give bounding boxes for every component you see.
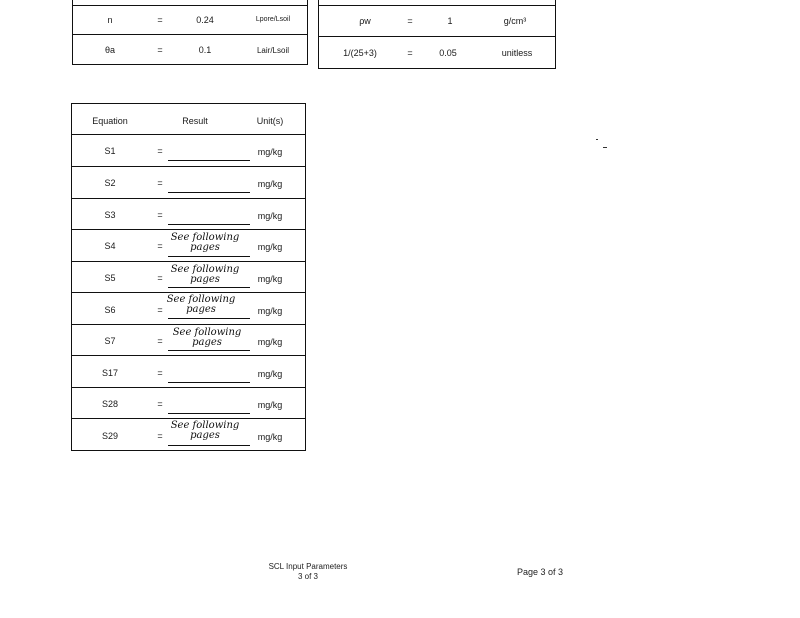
symbol-rho-w: ρw bbox=[359, 16, 371, 26]
row-divider bbox=[71, 324, 306, 325]
equals-sign: = bbox=[157, 15, 163, 25]
unit-rho-w: g/cm³ bbox=[503, 16, 527, 26]
value-n: 0.24 bbox=[196, 15, 214, 25]
equation-s28: S28 bbox=[101, 399, 118, 409]
unit-theta-a: Lair/Lsoil bbox=[256, 46, 289, 55]
table-border bbox=[305, 103, 306, 451]
unit-s6: mg/kg bbox=[257, 306, 283, 316]
footer-subtitle: 3 of 3 bbox=[297, 572, 318, 581]
handwritten-note: See following pages bbox=[166, 294, 236, 315]
unit-s4: mg/kg bbox=[257, 242, 283, 252]
row-divider bbox=[318, 5, 556, 6]
handwritten-note: See following pages bbox=[170, 420, 240, 441]
equation-s5: S5 bbox=[104, 273, 116, 283]
value-rho-w: 1 bbox=[447, 16, 453, 26]
header-equation: Equation bbox=[92, 116, 128, 126]
row-divider bbox=[318, 36, 556, 37]
equals-sign: = bbox=[157, 241, 163, 251]
table-border bbox=[71, 103, 72, 451]
table-border bbox=[555, 0, 556, 68]
symbol-n: n bbox=[107, 15, 113, 25]
equals-sign: = bbox=[157, 368, 163, 378]
unit-s29: mg/kg bbox=[257, 432, 283, 442]
equation-s1: S1 bbox=[104, 146, 116, 156]
equation-s7: S7 bbox=[104, 336, 116, 346]
result-underline bbox=[168, 192, 250, 193]
row-divider bbox=[71, 292, 306, 293]
result-underline bbox=[168, 287, 250, 288]
row-divider bbox=[72, 34, 308, 35]
result-underline bbox=[168, 256, 250, 257]
table-border bbox=[318, 0, 319, 68]
handwritten-note: See following pages bbox=[170, 232, 240, 253]
symbol-fraction: 1/(25+3) bbox=[343, 48, 377, 58]
row-divider bbox=[72, 64, 308, 65]
header-units: Unit(s) bbox=[256, 116, 284, 126]
result-underline bbox=[168, 318, 250, 319]
result-underline bbox=[168, 413, 250, 414]
equals-sign: = bbox=[157, 45, 163, 55]
result-underline bbox=[168, 224, 250, 225]
stray-mark bbox=[603, 147, 607, 148]
equation-s2: S2 bbox=[104, 178, 116, 188]
unit-s28: mg/kg bbox=[257, 400, 283, 410]
table-border bbox=[307, 0, 308, 65]
unit-s7: mg/kg bbox=[257, 337, 283, 347]
equals-sign: = bbox=[407, 48, 413, 58]
handwritten-note: See following pages bbox=[170, 264, 240, 285]
unit-n: Lpore/Lsoil bbox=[255, 16, 291, 23]
equals-sign: = bbox=[157, 336, 163, 346]
row-divider bbox=[71, 450, 306, 451]
row-divider bbox=[71, 166, 306, 167]
result-underline bbox=[168, 382, 250, 383]
equals-sign: = bbox=[407, 16, 413, 26]
row-divider bbox=[71, 261, 306, 262]
result-underline bbox=[168, 350, 250, 351]
equals-sign: = bbox=[157, 178, 163, 188]
header-bottom-border bbox=[71, 134, 306, 135]
equals-sign: = bbox=[157, 305, 163, 315]
handwritten-note: See following pages bbox=[172, 327, 242, 348]
equals-sign: = bbox=[157, 273, 163, 283]
value-theta-a: 0.1 bbox=[198, 45, 212, 55]
equals-sign: = bbox=[157, 210, 163, 220]
unit-s2: mg/kg bbox=[257, 179, 283, 189]
result-underline bbox=[168, 445, 250, 446]
page-number: Page 3 of 3 bbox=[516, 567, 564, 577]
table-border bbox=[72, 0, 73, 65]
unit-s5: mg/kg bbox=[257, 274, 283, 284]
unit-s1: mg/kg bbox=[257, 147, 283, 157]
row-divider bbox=[71, 387, 306, 388]
row-divider bbox=[71, 418, 306, 419]
row-divider bbox=[71, 198, 306, 199]
row-divider bbox=[71, 229, 306, 230]
unit-s3: mg/kg bbox=[257, 211, 283, 221]
equation-s6: S6 bbox=[104, 305, 116, 315]
equals-sign: = bbox=[157, 146, 163, 156]
header-result: Result bbox=[182, 116, 208, 126]
header-top-border bbox=[71, 103, 306, 104]
equals-sign: = bbox=[157, 399, 163, 409]
equals-sign: = bbox=[157, 431, 163, 441]
row-divider bbox=[71, 355, 306, 356]
equation-s17: S17 bbox=[101, 368, 118, 378]
row-divider bbox=[72, 5, 308, 6]
symbol-theta-a: θa bbox=[104, 45, 115, 55]
row-divider bbox=[318, 68, 556, 69]
unit-s17: mg/kg bbox=[257, 369, 283, 379]
equation-s3: S3 bbox=[104, 210, 116, 220]
value-fraction: 0.05 bbox=[439, 48, 457, 58]
equation-s4: S4 bbox=[104, 241, 116, 251]
result-underline bbox=[168, 160, 250, 161]
equation-s29: S29 bbox=[101, 431, 118, 441]
unit-fraction: unitless bbox=[501, 48, 533, 58]
footer-title: SCL Input Parameters bbox=[268, 562, 348, 571]
stray-mark bbox=[596, 139, 598, 140]
